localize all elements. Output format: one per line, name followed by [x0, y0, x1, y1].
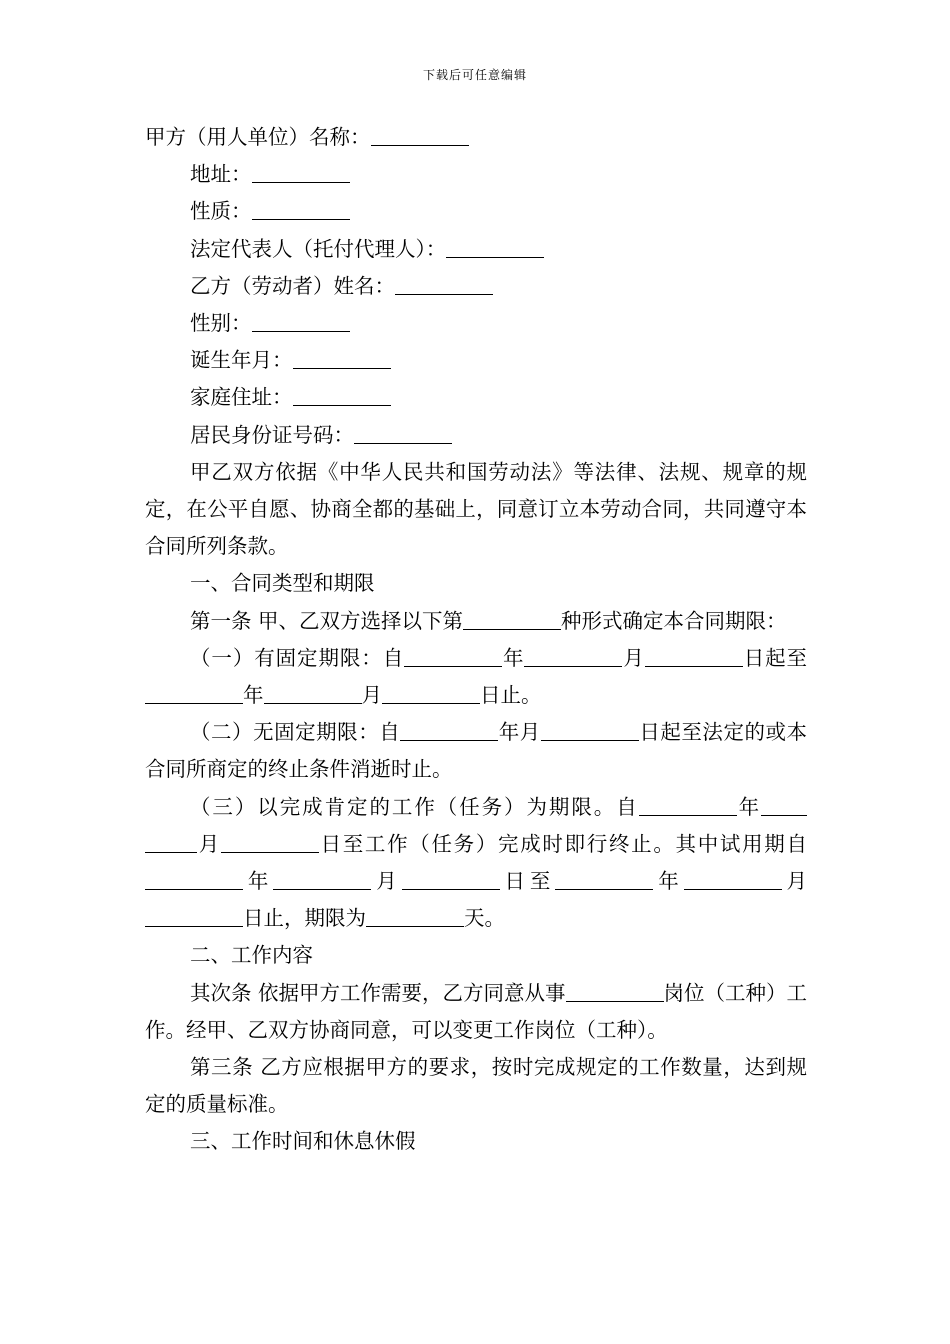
blank-line[interactable] [463, 609, 561, 629]
option-1: （一）有固定期限：自 年 月 日起至年 月 日止。 [145, 640, 807, 714]
blank-line[interactable] [684, 870, 782, 890]
blank-line[interactable] [264, 684, 362, 704]
blank-line[interactable] [402, 870, 500, 890]
blank-line[interactable] [354, 423, 452, 443]
blank-line[interactable] [566, 981, 664, 1001]
blank-line[interactable] [555, 870, 653, 890]
page-header-note: 下载后可任意编辑 [422, 68, 527, 82]
contract-body [145, 119, 807, 1161]
blank-line[interactable] [761, 795, 807, 815]
field-home-address: 家庭住址： [145, 379, 807, 416]
field-birth: 诞生年月： [145, 342, 807, 379]
blank-line[interactable] [645, 646, 743, 666]
blank-line[interactable] [252, 163, 350, 183]
article-3: 第三条 乙方应根据甲方的要求，按时完成规定的工作数量，达到规定的质量标准。 [145, 1055, 807, 1117]
blank-line[interactable] [446, 237, 544, 257]
field-nature: 性质： [145, 193, 807, 230]
field-gender: 性别： [145, 305, 807, 342]
blank-line[interactable] [221, 832, 319, 852]
blank-line[interactable] [293, 386, 391, 406]
section-heading-2: 二、工作内容 [190, 943, 313, 968]
blank-line[interactable] [371, 126, 469, 146]
field-party-b-name: 乙方（劳动者）姓名： [145, 268, 807, 305]
blank-line[interactable] [400, 721, 498, 741]
blank-line[interactable] [252, 312, 350, 332]
intro-paragraph: 甲乙双方依据《中华人民共和国劳动法》等法律、法规、规章的规定，在公平自愿、协商全都的基础上，同意订立本劳动合同，共同遵守本合同所列条款。 [145, 459, 807, 559]
blank-line[interactable] [395, 274, 493, 294]
blank-line[interactable] [541, 721, 639, 741]
field-legal-rep: 法定代表人（托付代理人）： [145, 231, 807, 268]
section-heading-3: 三、工作时间和休息休假 [190, 1129, 416, 1154]
blank-line[interactable] [145, 907, 243, 927]
article-1: 第一条 甲、乙双方选择以下第 种形式确定本合同期限： [190, 608, 787, 633]
blank-line[interactable] [639, 795, 737, 815]
blank-line[interactable] [252, 200, 350, 220]
blank-line[interactable] [382, 684, 480, 704]
blank-line[interactable] [145, 832, 197, 852]
article-2: 其次条 依据甲方工作需要，乙方同意从事 岗位（工种）工作。经甲、乙双方协商同意，可以变更工作岗位（工种）。 [145, 980, 808, 1042]
option-2: （二）无固定期限：自 年月 日起至法定的或本合同所商定的终止条件消逝时止。 [145, 720, 808, 782]
blank-line[interactable] [366, 907, 464, 927]
field-address: 地址： [145, 156, 807, 193]
blank-line[interactable] [145, 870, 243, 890]
blank-line[interactable] [524, 646, 622, 666]
section-heading-1: 一、合同类型和期限 [190, 571, 375, 596]
blank-line[interactable] [404, 646, 502, 666]
field-id-number: 居民身份证号码： [145, 417, 807, 454]
field-party-a-name: 甲方（用人单位）名称： [145, 119, 807, 156]
blank-line[interactable] [145, 684, 243, 704]
option-3: （三）以完成肯定的工作（任务）为期限。自 年月 日至工作（任务）完成时即行终止。其中试用期自年 月 日至 年 月日止，期限为 天。 [145, 789, 807, 938]
blank-line[interactable] [293, 349, 391, 369]
blank-line[interactable] [273, 870, 371, 890]
